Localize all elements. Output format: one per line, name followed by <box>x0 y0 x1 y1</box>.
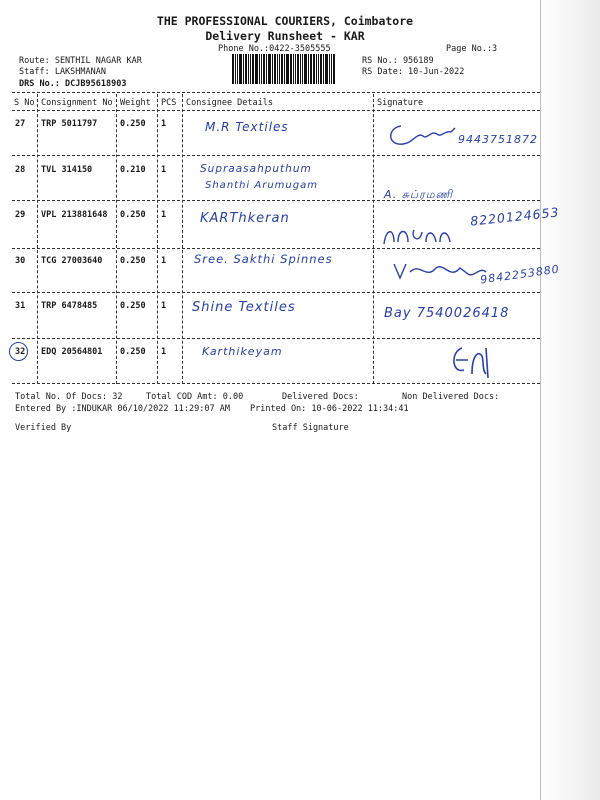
barcode-bar <box>329 54 330 84</box>
barcode-bar <box>248 54 249 84</box>
row-signature-text: A. சுப்ரமணி <box>384 188 453 201</box>
total-cod: Total COD Amt: 0.00 <box>146 392 244 402</box>
row-consignee-line2: Shanthi Arumugam <box>205 180 318 191</box>
row-pcs: 1 <box>161 301 167 311</box>
col-weight: Weight <box>120 98 151 108</box>
barcode-bar <box>333 54 335 84</box>
header-rule <box>12 110 540 111</box>
row-consignment: EDQ 20564801 <box>41 347 103 357</box>
rs-date: RS Date: 10-Jun-2022 <box>362 67 465 77</box>
barcode-bar <box>232 54 234 84</box>
barcode-bar <box>259 54 260 84</box>
drs-number: DRS No.: DCJB95618903 <box>19 79 127 89</box>
barcode-bar <box>237 54 238 84</box>
row-signature-text: 9443751872 <box>458 133 538 146</box>
row-weight: 0.210 <box>120 165 146 175</box>
barcode-bar <box>300 54 301 84</box>
non-delivered-docs: Non Delivered Docs: <box>402 392 500 402</box>
column-divider <box>157 94 158 384</box>
barcode-bar <box>302 54 303 84</box>
signature-scribble <box>380 222 470 248</box>
row-rule <box>12 292 540 293</box>
row-sno: 32 <box>15 347 26 357</box>
row-signature-text: Bay 7540026418 <box>384 306 510 321</box>
table-top-rule <box>12 92 540 93</box>
route: Route: SENTHIL NAGAR KAR <box>19 56 142 66</box>
row-weight: 0.250 <box>120 119 146 129</box>
column-divider <box>37 94 38 384</box>
row-rule <box>12 248 540 249</box>
barcode-bar <box>268 54 271 84</box>
row-consignment: VPL 213881648 <box>41 210 108 220</box>
col-consignment: Consignment No <box>41 98 113 108</box>
row-rule <box>12 155 540 156</box>
row-pcs: 1 <box>161 256 167 266</box>
row-signature-text: 9842253880 <box>479 262 561 287</box>
company-title: THE PROFESSIONAL COURIERS, Coimbatore <box>156 14 414 28</box>
barcode-bar <box>250 54 251 84</box>
row-consignment: TVL 314150 <box>41 165 93 175</box>
verified-by: Verified By <box>15 423 72 433</box>
barcode-bar <box>297 54 299 84</box>
row-weight: 0.250 <box>120 347 146 357</box>
row-consignment: TRP 6478485 <box>41 301 98 311</box>
barcode-bar <box>295 54 296 84</box>
printed-on: Printed On: 10-06-2022 11:34:41 <box>250 404 409 414</box>
column-divider <box>182 94 183 384</box>
delivered-docs: Delivered Docs: <box>282 392 359 402</box>
barcode-bar <box>284 54 285 84</box>
col-signature: Signature <box>377 98 424 108</box>
barcode-bar <box>308 54 309 84</box>
scan-edge-shadow <box>538 0 600 800</box>
barcode-bar <box>316 54 317 84</box>
runsheet-subtitle: Delivery Runsheet - KAR <box>205 29 365 43</box>
staff-name: Staff: LAKSHMANAN <box>19 67 106 77</box>
row-rule <box>12 338 540 339</box>
row-sno: 28 <box>15 165 26 175</box>
signature-scribble <box>448 344 498 380</box>
barcode-bar <box>318 54 319 84</box>
row-weight: 0.250 <box>120 256 146 266</box>
signature-scribble <box>390 258 490 284</box>
row-sno: 29 <box>15 210 26 220</box>
barcode-bar <box>310 54 312 84</box>
barcode-bar <box>331 54 332 84</box>
row-consignee: Karthikeyam <box>202 345 283 358</box>
page-number: Page No.:3 <box>446 44 498 54</box>
barcode-bar <box>255 54 258 84</box>
phone-number: Phone No.:0422-3505555 <box>218 44 331 54</box>
col-consignee: Consignee Details <box>186 98 273 108</box>
barcode-bar <box>235 54 236 84</box>
barcode-bar <box>243 54 244 84</box>
row-pcs: 1 <box>161 347 167 357</box>
barcode-bar <box>279 54 280 84</box>
barcode <box>232 54 355 84</box>
barcode-bar <box>313 54 315 84</box>
barcode-bar <box>266 54 267 84</box>
row-pcs: 1 <box>161 210 167 220</box>
row-sno: 30 <box>15 256 26 266</box>
row-consignee: Supraasahputhum <box>200 163 312 175</box>
row-consignee: M.R Textiles <box>205 120 289 134</box>
column-divider <box>116 94 117 384</box>
total-docs: Total No. Of Docs: 32 <box>15 392 123 402</box>
barcode-bar <box>245 54 247 84</box>
barcode-bar <box>281 54 283 84</box>
barcode-bar <box>286 54 289 84</box>
row-weight: 0.250 <box>120 210 146 220</box>
column-divider <box>373 94 374 384</box>
barcode-bar <box>304 54 307 84</box>
row-sno: 27 <box>15 119 26 129</box>
barcode-bar <box>325 54 328 84</box>
barcode-bar <box>272 54 273 84</box>
barcode-bar <box>320 54 322 84</box>
row-pcs: 1 <box>161 119 167 129</box>
barcode-bar <box>274 54 276 84</box>
row-consignee: Shine Textiles <box>192 300 296 315</box>
staff-signature: Staff Signature <box>272 423 349 433</box>
row-signature-text: 8220124653 <box>469 204 561 229</box>
barcode-bar <box>277 54 278 84</box>
page-edge-line <box>540 0 541 800</box>
barcode-bar <box>263 54 265 84</box>
row-weight: 0.250 <box>120 301 146 311</box>
entered-by: Entered By :INDUKAR 06/10/2022 11:29:07 AM <box>15 404 230 414</box>
col-sno: S No <box>14 98 35 108</box>
row-consignee: Sree. Sakthi Spinnes <box>194 252 333 266</box>
barcode-bar <box>239 54 242 84</box>
barcode-bar <box>293 54 294 84</box>
barcode-bar <box>290 54 292 84</box>
row-consignment: TRP 5011797 <box>41 119 98 129</box>
row-consignee: KARThkeran <box>200 211 290 226</box>
barcode-bar <box>323 54 324 84</box>
row-consignment: TCG 27003640 <box>41 256 103 266</box>
col-pcs: PCS <box>161 98 177 108</box>
table-bottom-rule <box>12 383 540 384</box>
barcode-bar <box>261 54 262 84</box>
row-sno: 31 <box>15 301 26 311</box>
barcode-bar <box>252 54 254 84</box>
rs-number: RS No.: 956189 <box>362 56 434 66</box>
row-rule <box>12 200 540 201</box>
row-pcs: 1 <box>161 165 167 175</box>
